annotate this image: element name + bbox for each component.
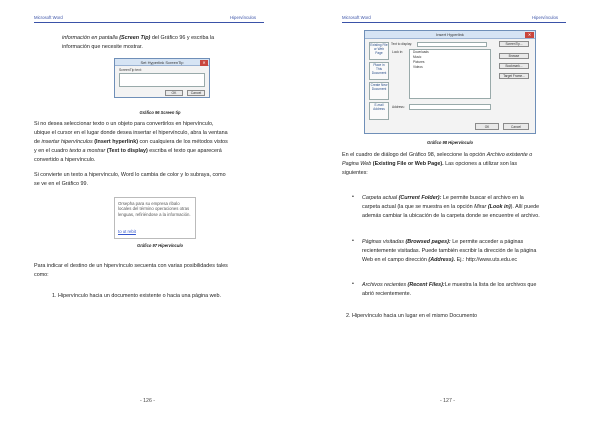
file-list-item[interactable]: Downloads xyxy=(413,50,429,54)
para1-line1: Si no desea seleccionar texto o un objeto para convertirlos en hipervínculo, xyxy=(34,121,214,127)
caption-98: Gráfico 98 Hipervínculo xyxy=(427,140,473,145)
caption-96: Gráfico 96 Screen tip xyxy=(139,110,181,115)
link-to-existing-file[interactable]: Existing File or Web Page xyxy=(369,42,389,60)
bullet3-line1: Archivos recientes (Recent Files):Le muestra la lista de los archivos que xyxy=(362,282,537,288)
page-number: - 127 - xyxy=(440,398,455,404)
file-list-item[interactable]: Pictures xyxy=(413,60,425,64)
para3-line1: Para indicar el destino de un hipervínculo secuenta con varias posibilidades tales xyxy=(34,263,228,269)
header-rule xyxy=(342,22,566,23)
right-intro-line3: siguientes: xyxy=(342,170,368,176)
para2-line1: Si convierte un texto a hipervínculo, Word lo cambia de color y lo subraya, como xyxy=(34,172,226,178)
header-right: Hipervínculos xyxy=(532,15,559,20)
header-right: Hipervínculos xyxy=(230,15,257,20)
look-in-label: Look in: xyxy=(392,50,404,54)
para1-line5: convertido a hipervínculo. xyxy=(34,157,96,163)
header-left: Microsoft Word xyxy=(34,15,63,20)
link-to-email[interactable]: E-mail Address xyxy=(369,102,389,120)
text-to-display-input[interactable] xyxy=(417,42,487,47)
dialog-title: Insert Hyperlink xyxy=(365,31,535,39)
browse-button[interactable]: Browse xyxy=(499,53,529,59)
link-to-new-document[interactable]: Create New Document xyxy=(369,82,389,100)
address-label: Address: xyxy=(392,105,405,109)
bullet-icon: • xyxy=(352,281,354,287)
para3-line2: como: xyxy=(34,272,49,278)
cancel-button[interactable]: Cancel xyxy=(187,90,205,96)
text-to-display-label: Text to display: xyxy=(391,42,413,46)
screentip-input[interactable] xyxy=(119,73,205,87)
bullet2-line3: Web en el campo dirección (Address). Ej.: http://www.uts.edu.ec xyxy=(362,257,518,263)
caption-97: Gráfico 97 Hipervínculo xyxy=(137,243,183,248)
header-rule xyxy=(34,22,264,23)
list-item-2: 2. Hipervínculo hacia un lugar en el mismo Documento xyxy=(346,313,477,319)
page-number: - 126 - xyxy=(140,398,155,404)
para1-line4: y en el cuadro texto a mostrar (Text to display) escriba el texto que aparecerá xyxy=(34,148,222,154)
header-left: Microsoft Word xyxy=(342,15,371,20)
bullet2-line1: Páginas visitadas (Browsed pages): Le permite acceder a páginas xyxy=(362,239,524,245)
close-icon[interactable]: ✕ xyxy=(525,32,534,38)
address-input[interactable] xyxy=(409,104,491,110)
bullet2-line2: recientemente visitadas. Puede también escribir la dirección de la página xyxy=(362,248,537,254)
hyperlink-figure xyxy=(114,197,196,239)
para1-line3: de insertar hipervínculos (Insert hyperlink) con cualquiera de los métodos vistos xyxy=(34,139,228,145)
bullet1-line1: Carpeta actual (Current Folder): Le permite buscar el archivo en la xyxy=(362,195,524,201)
file-list[interactable] xyxy=(409,49,491,99)
ok-button[interactable]: OK xyxy=(165,90,183,96)
intro-line-1: información en pantalla (Screen Tip) del Gráfico 96 y escriba la xyxy=(62,35,215,41)
bullet-icon: • xyxy=(352,238,354,244)
file-list-item[interactable]: Music xyxy=(413,55,422,59)
screentip-dialog xyxy=(114,58,210,98)
screentip-label: ScreenTip text: xyxy=(119,68,142,72)
close-icon[interactable]: ✕ xyxy=(200,60,208,66)
bullet-icon: • xyxy=(352,194,354,200)
insert-hyperlink-dialog xyxy=(364,30,536,134)
right-intro-line2: Pagina Web (Existing File or Web Page). Las opciones a utilizar son las xyxy=(342,161,518,167)
ok-button[interactable]: OK xyxy=(475,123,499,130)
link-to-place-in-document[interactable]: Place in This Document xyxy=(369,62,389,80)
bullet1-line2: carpeta actual (la que se muestra en la opción Mirar (Look in)). Allí puede xyxy=(362,204,540,210)
right-intro-line1: En el cuadro de diálogo del Gráfico 98, seleccione la opción Archivo existente o xyxy=(342,152,533,158)
target-frame-button[interactable]: Target Frame... xyxy=(499,73,529,79)
intro-line-2: información que necesite mostrar. xyxy=(62,44,143,50)
file-list-item[interactable]: Videos xyxy=(413,65,423,69)
bookmark-button[interactable]: Bookmark... xyxy=(499,63,529,69)
dialog-title: Set Hyperlink ScreenTip xyxy=(115,59,209,66)
bullet1-line3: además cambiar la ubicación de la carpeta donde se encuentre el archivo. xyxy=(362,213,540,219)
screentip-button[interactable]: ScreenTip... xyxy=(499,41,529,47)
cancel-button[interactable]: Cancel xyxy=(503,123,529,130)
figure-hyperlink[interactable]: to ut rebit xyxy=(118,229,136,234)
list-item-1: 1. Hipervínculo hacia un documento existente o hacia una página web. xyxy=(52,293,222,299)
para1-line2: ubique el cursor en el lugar donde desea insertar el hipervínculo, abra la ventana xyxy=(34,130,228,136)
para2-line2: se ve en el Gráfico 99. xyxy=(34,181,88,187)
bullet3-line2: abrió recientemente. xyxy=(362,291,412,297)
figure-text: Orsepha para su empresa ribalo locales del término operaciones otras lenguas, refiriéndose a la información. xyxy=(118,201,191,217)
